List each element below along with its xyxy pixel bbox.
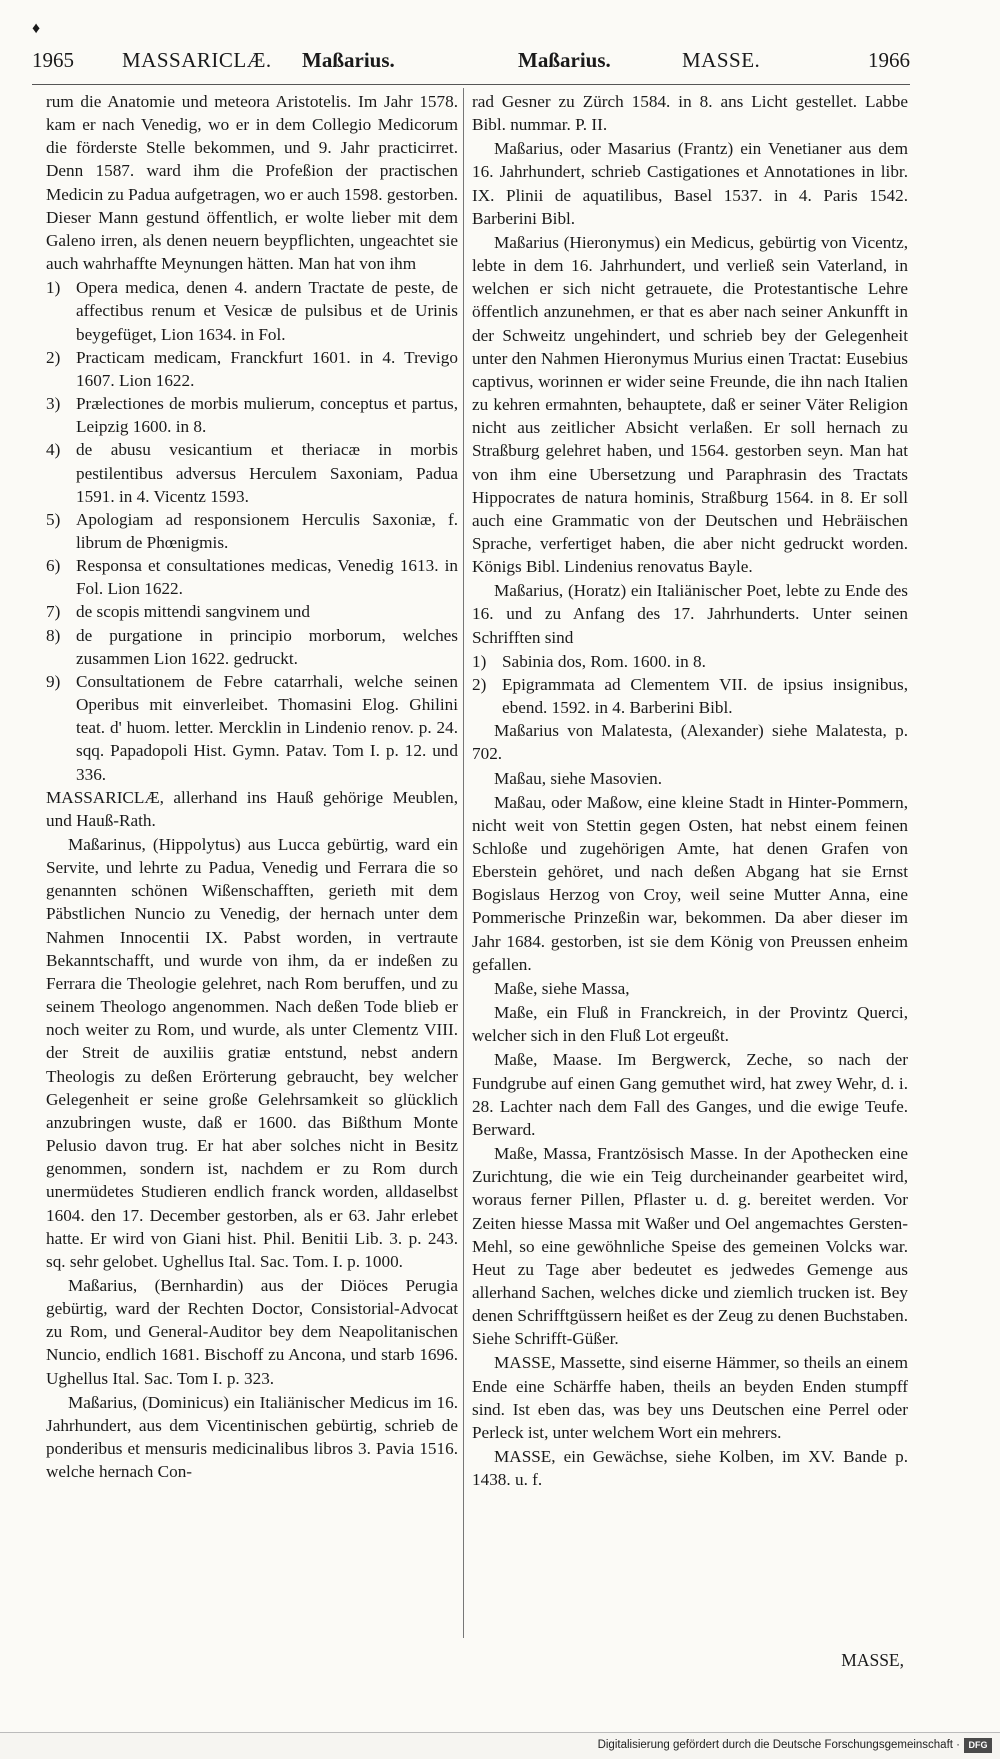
entry-masse-massette: MASSE, Massette, sind eiserne Hämmer, so theils an einem Ende eine Schärffe haben, theils an beyden Enden stumpff sind. Ist eben das, was bey uns Deutschen eine Perrel oder Perleck ist, unter welchem Wort ein mehrers. — [472, 1353, 908, 1442]
item-text: de purgatione in principio morborum, welches zusammen Lion 1622. gedruckt. — [76, 625, 458, 668]
item-number: 8) — [46, 625, 61, 645]
item-number: 1) — [46, 278, 61, 298]
item-number: 9) — [46, 671, 61, 691]
item-text: Prælectiones de morbis mulierum, conceptus et partus, Leipzig 1600. in 8. — [76, 394, 458, 437]
item-number: 6) — [46, 556, 61, 576]
entry-massariclae: MASSARICLÆ, allerhand ins Hauß gehörige Meublen, und Hauß-Rath. — [46, 787, 458, 830]
corner-mark: ♦ — [32, 20, 41, 37]
entry-massarius-horatz: Maßarius, (Horatz) ein Italiänischer Poet, lebte zu Ende des 16. und zu Anfang des 17. Jahrhunderts. Unter seinen Schrifften sind — [472, 581, 908, 647]
list-item — [472, 650, 908, 673]
entry-massarius-frantz: Maßarius, oder Masarius (Frantz) ein Venetianer aus dem 16. Jahrhundert, schrieb Castigationes et Annotationes in libr. IX. Plinii de aquatilibus, Basel 1537. in 4. Paris 1542. Barberini Bibl. — [472, 139, 908, 228]
running-title-right: MASSE. — [682, 48, 761, 72]
list-item — [46, 392, 458, 438]
page-number-right: 1966 — [868, 48, 910, 72]
header-rule — [32, 84, 910, 85]
works-list — [46, 276, 458, 785]
entry-massau-see: Maßau, siehe Masovien. — [494, 768, 663, 788]
entry-massarius-malatesta: Maßarius von Malatesta, (Alexander) siehe Malatesta, p. 702. — [472, 721, 908, 764]
entry-masse-bergwerck: Maße, Maase. Im Bergwerck, Zeche, so nach der Fundgrube auf einen Gang gemuthet wird, hat zwey Wehr, d. i. 28. Lachter nach dem Fall des Ganges, und die ewige Teufe. Berward. — [472, 1050, 908, 1139]
right-column — [472, 90, 908, 1492]
item-text: Sabinia dos, Rom. 1600. in 8. — [502, 651, 706, 671]
running-head-left: Maßarius. — [302, 48, 395, 72]
item-text: de scopis mittendi sangvinem und — [76, 602, 310, 622]
running-title-left: MASSARICLÆ. — [122, 48, 272, 72]
list-item — [46, 670, 458, 786]
entry-continuation: rad Gesner zu Zürch 1584. in 8. ans Licht gestellet. Labbe Bibl. nummar. P. II. — [472, 92, 908, 135]
item-text: Epigrammata ad Clementem VII. de ipsius insignibus, ebend. 1592. in 4. Barberini Bibl. — [502, 674, 908, 718]
entry-masse-see: Maße, siehe Massa, — [494, 978, 630, 998]
page-number-left: 1965 — [32, 48, 74, 72]
item-text: Responsa et consultationes medicas, Venedig 1613. in Fol. Lion 1622. — [76, 556, 458, 599]
entry-continuation: rum die Anatomie und meteora Aristotelis. Im Jahr 1578. kam er nach Venedig, wo er in dem Collegio Medicorum die förderste Stelle bekommen, und 9. Jahr practicirret. Denn 1587. ward ihm die Profeßion der practischen Medicin zu Padua aufgetragen, wo er auch 1598. gestorben. Dieser Mann gestund öffentlich, er wolte lieber mit dem Galeno irren, als denen neuern beypflichten, ungeachtet sie auch wahrhaffte Meynungen hätten. Man hat von ihm — [46, 92, 458, 274]
running-head-right: Maßarius. — [518, 48, 611, 72]
footer-bar — [0, 1732, 1000, 1759]
item-text: de abusu vesicantium et theriacæ in morbis pestilentibus adversus Herculem Saxoniam, Padua 1591. in 4. Vicentz 1593. — [76, 440, 458, 506]
dfg-logo: DFG — [964, 1738, 992, 1753]
item-number: 3) — [46, 394, 61, 414]
item-number: 2) — [472, 674, 487, 694]
item-text: Practicam medicam, Franckfurt 1601. in 4. Trevigo 1607. Lion 1622. — [76, 347, 458, 390]
item-text: Opera medica, denen 4. andern Tractate de peste, de affectibus renum et Vesicæ de pulsibus et de Urinis beygefüget, Lion 1634. in Fol. — [76, 278, 458, 344]
item-number: 4) — [46, 440, 61, 460]
works-list — [472, 650, 908, 719]
page-header — [32, 20, 910, 82]
list-item — [46, 508, 458, 554]
list-item — [46, 600, 458, 623]
list-item — [472, 673, 908, 719]
entry-massarius-hieronymus: Maßarius (Hieronymus) ein Medicus, gebürtig von Vicentz, lebte in dem 16. Jahrhundert, und verließ sein Vaterland, in welchen er sich nicht getrauete, die Protestantische Lehre öffentlich anzunehmen, er that es aber nach seiner Ankunfft in der Schweitz ungehindert, und schrieb bey der Gelegenheit unter den Nahmen Hieronymus Murius einen Tractat: Eusebius captivus, worinnen er wider seine Freunde, die ihn nach Italien zu kehren ermahnten, behauptete, daß er seiner Väter Religion nicht aus zeitlicher Absicht verlaßen. Er soll hernach zu Straßburg gelehret haben, und 1564. gestorben seyn. Man hat von ihm eine Ubersetzung und Paraphrasin des Tractats Hippocrates de natura hominis, Straßburg 1564. in 8. Er soll auch eine Grammatic von der Deutschen und Hebräischen Sprache, verfertiget haben, die aber nicht gedruckt worden. Königs Bibl. Lindenius renovatus Bayle. — [472, 232, 908, 577]
entry-masse-massa: Maße, Massa, Frantzösisch Masse. In der Apothecken eine Zurichtung, die wie ein Teig durcheinander gearbeitet wird, woraus ferner Pillen, Pflaster u. d. g. bereitet werden. Vor Zeiten hiesse Massa mit Waßer und Oel angemachtes Gersten-Mehl, so eine gewöhnliche Speise des gemeinen Volcks war. Heut zu Tage aber bedeutet es jedwedes Gemenge aus allerhand Sachen, welches dicke und ziemlich trucken ist. Bey denen Schrifftgüssern heißet es der Zeug zu denen Buchstaben. Siehe Schrifft-Güßer. — [472, 1144, 908, 1349]
item-number: 7) — [46, 602, 61, 622]
list-item — [46, 554, 458, 600]
entry-massarinus-hippolytus: Maßarinus, (Hippolytus) aus Lucca gebürtig, ward ein Servite, und lehrte zu Padua, Venedig und Ferrara die so genannten schönen Wißenschafften, gerieth mit dem Päbstlichen Nuncio zu Venedig, der hernach unter dem Nahmen Innocentii IX. Pabst worden, in vertraute Bekanntschafft, und wurde von ihm, da er indeßen zu Ferrara die Theologie gelehret, nach Rom beruffen, und zu seinem Theologo angenommen. Nach deßen Tode blieb er noch weiter zu Rom, und wurde, als unter Clementz VIII. der Streit de auxiliis gratiæ entstund, nebst andern Theologis zu deßen Erörterung gebraucht, bey welcher Gelegenheit er seine große Gelehrsamkeit so glücklich anzubringen wuste, daß er 1600. das Bißthum Monte Pelusio davon trug. Er hat aber solches nicht in Besitz genommen, sondern ist, nachdem er zu Rom durch unermüdetes Studieren endlich franck worden, alldaselbst 1604. den 17. December gestorben, als er 63. Jahr erlebet hatte. Er wird von Giani hist. Phil. Benitii Lib. 3. p. 243. sq. sehr gelobet. Ughellus Ital. Sac. Tom. I. p. 1000. — [46, 835, 458, 1271]
footer-credit: Digitalisierung gefördert durch die Deutsche Forschungsgemeinschaft · — [597, 1739, 960, 1751]
catchword: MASSE, — [841, 1650, 904, 1670]
column-divider — [463, 88, 464, 1638]
list-item — [46, 276, 458, 345]
entry-massau-stadt: Maßau, oder Maßow, eine kleine Stadt in Hinter-Pommern, nicht weit von Stettin gegen Osten, hat nebst einem feinen Schloße und zugehörigen Amte, hat denen Grafen von Eberstein gehöret, und nach deßen Abgang hat sie Ernst Bogislaus Herzog von Croy, weil seine Mutter Anna, eine Pommerische Prinzeßin war, bekommen. Da aber dieser im Jahr 1684. gestorben, ist sie dem König von Preussen enheim gefallen. — [472, 792, 908, 974]
list-item — [46, 438, 458, 507]
entry-massarius-dominicus: Maßarius, (Dominicus) ein Italiänischer Medicus im 16. Jahrhundert, aus dem Vicentinischen gebürtig, schrieb de ponderibus et mensuris medicinalibus libros 3. Pavia 1516. welche hernach Con- — [46, 1392, 458, 1482]
entry-massarius-bernhardin: Maßarius, (Bernhardin) aus der Diöces Perugia gebürtig, ward der Rechten Doctor, Consistorial-Advocat zu Rom, und General-Auditor bey dem Neapolitanischen Nuncio, endlich 1681. Bischoff zu Ancona, und starb 1696. Ughellus Ital. Sac. Tom I. p. 323. — [46, 1275, 458, 1388]
entry-masse-fluss: Maße, ein Fluß in Franckreich, in der Provintz Querci, welcher sich in den Fluß Lot ergeußt. — [472, 1003, 908, 1046]
item-number: 5) — [46, 509, 61, 529]
list-item — [46, 346, 458, 392]
item-number: 1) — [472, 651, 487, 671]
item-text: Apologiam ad responsionem Herculis Saxoniæ, f. librum de Phœnigmis. — [76, 509, 458, 552]
list-item — [46, 624, 458, 670]
entry-masse-gewaechse: MASSE, ein Gewächse, siehe Kolben, im XV. Bande p. 1438. u. f. — [472, 1447, 908, 1490]
item-number: 2) — [46, 347, 61, 367]
item-text: Consultationem de Febre catarrhali, welche seinen Operibus mit einverleibet. Thomasini Elog. Ghilini teat. d' huom. letter. Mercklin in Lindenio renov. p. 24. sqq. Papadopoli Hist. Gymn. Patav. Tom I. p. 12. und 336. — [76, 671, 458, 784]
left-column — [46, 90, 458, 1484]
